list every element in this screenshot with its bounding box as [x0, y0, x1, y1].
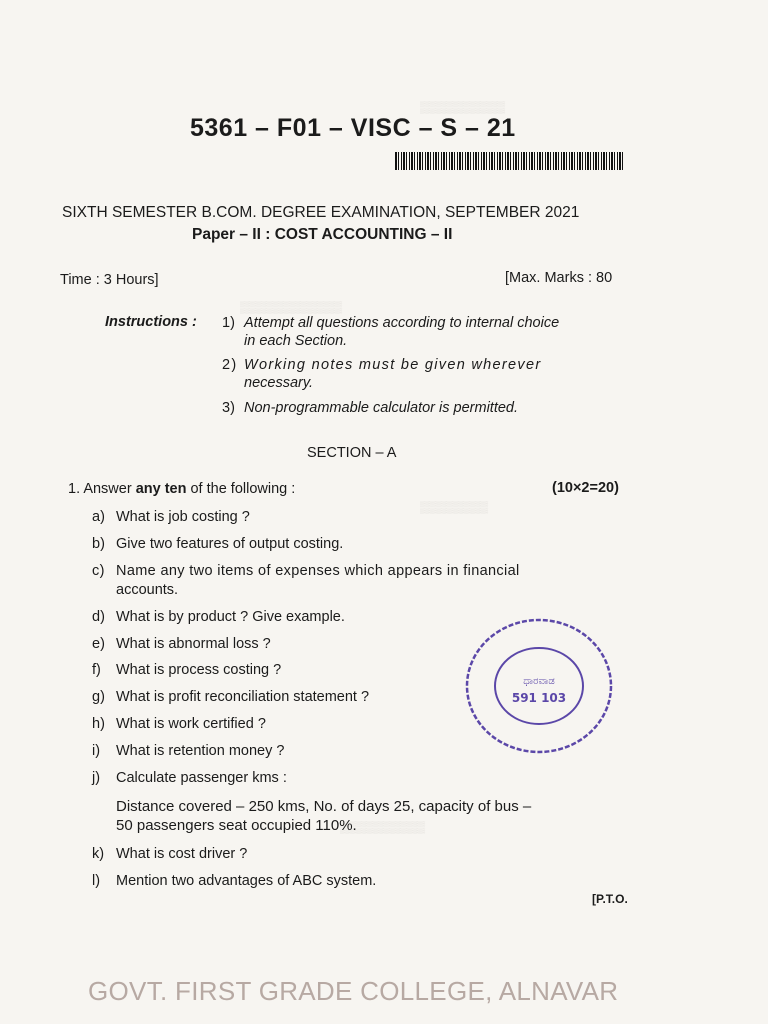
instruction-item — [222, 314, 559, 350]
show-through-text: ▒▒▒▒▒▒▒▒ — [420, 500, 489, 514]
instruction-number: 1) — [222, 315, 235, 331]
instruction-item — [222, 356, 541, 392]
sub-question-j-detail — [92, 797, 612, 835]
seal-pin-code: 591 103 — [511, 691, 567, 705]
sub-question-text: Mention two advantages of ABC system. — [116, 873, 377, 889]
question-1-marks: (10×2=20) — [552, 480, 619, 496]
sub-question-text: What is work certified ? — [116, 716, 266, 732]
sub-question-j — [92, 769, 612, 788]
sub-question-letter: b) — [92, 536, 105, 552]
sub-question-text: Name any two items of expenses which appears in financial — [116, 563, 520, 579]
sub-question-letter: k) — [92, 846, 105, 862]
sub-question-l — [92, 872, 612, 891]
instruction-text: Non-programmable calculator is permitted. — [244, 400, 518, 416]
question-1-prompt — [68, 481, 295, 497]
sub-question-letter: c) — [92, 563, 105, 579]
sub-question-letter: d) — [92, 609, 105, 625]
instruction-number: 2) — [222, 357, 238, 373]
sub-question-letter: i) — [92, 743, 101, 759]
sub-question-a — [92, 508, 612, 527]
max-marks-label: [Max. Marks : 80 — [505, 270, 613, 286]
show-through-text: ▒▒▒▒▒▒▒▒▒▒ — [340, 820, 426, 834]
sub-question-text: What is process costing ? — [116, 662, 282, 678]
sub-question-text: What is retention money ? — [116, 743, 285, 759]
sub-question-text: Give two features of output costing. — [116, 536, 344, 552]
exam-title: SIXTH SEMESTER B.COM. DEGREE EXAMINATION, SEPTEMBER 2021 — [62, 204, 580, 221]
sub-question-letter: e) — [92, 636, 105, 652]
sub-question-text: Calculate passenger kms : — [116, 770, 287, 786]
college-watermark: GOVT. FIRST GRADE COLLEGE, ALNAVAR — [88, 976, 619, 1006]
sub-question-c — [92, 562, 612, 600]
sub-question-letter: j) — [92, 770, 101, 786]
sub-question-text: Distance covered – 250 kms, No. of days 25, capacity of bus – — [116, 798, 532, 815]
paper-title: Paper – II : COST ACCOUNTING – II — [192, 226, 453, 243]
sub-question-text: What is abnormal loss ? — [116, 636, 271, 652]
sub-question-text: What is cost driver ? — [116, 846, 248, 862]
show-through-text: ▒▒▒▒▒▒▒▒▒▒ — [420, 100, 506, 114]
college-seal-stamp — [462, 616, 616, 756]
sub-question-letter: l) — [92, 873, 101, 889]
question-emphasis: any ten — [135, 481, 187, 497]
instruction-text: Working notes must be given wherever — [244, 357, 542, 373]
instructions-label: Instructions : — [105, 314, 197, 330]
question-prefix: 1. Answer — [68, 481, 136, 497]
sub-question-b — [92, 535, 612, 554]
please-turn-over: [P.T.O. — [592, 892, 628, 906]
section-heading: SECTION – A — [307, 445, 397, 461]
barcode — [395, 152, 625, 170]
sub-question-continuation: 50 passengers seat occupied 110%. — [116, 817, 357, 834]
sub-question-text: What is by product ? Give example. — [116, 609, 345, 625]
question-suffix: of the following : — [186, 481, 296, 497]
instruction-item — [222, 399, 518, 417]
seal-center-text: ಧಾರವಾಡ — [523, 676, 555, 687]
sub-question-letter: f) — [92, 662, 101, 678]
sub-question-text: What is profit reconciliation statement ? — [116, 689, 370, 705]
instruction-text: Attempt all questions according to internal choice — [244, 315, 560, 331]
time-label: Time : 3 Hours] — [60, 272, 159, 288]
sub-question-letter: a) — [92, 509, 105, 525]
sub-question-continuation: accounts. — [116, 582, 179, 598]
instruction-continuation: in each Section. — [244, 333, 348, 349]
paper-code: 5361 – F01 – VISC – S – 21 — [190, 114, 516, 142]
instruction-number: 3) — [222, 400, 235, 416]
show-through-text: ▒▒▒▒▒▒▒▒▒▒▒▒ — [240, 300, 343, 314]
instruction-continuation: necessary. — [244, 375, 314, 391]
sub-question-text: What is job costing ? — [116, 509, 250, 525]
sub-question-letter: g) — [92, 689, 105, 705]
sub-question-letter: h) — [92, 716, 105, 732]
sub-question-k — [92, 845, 612, 864]
